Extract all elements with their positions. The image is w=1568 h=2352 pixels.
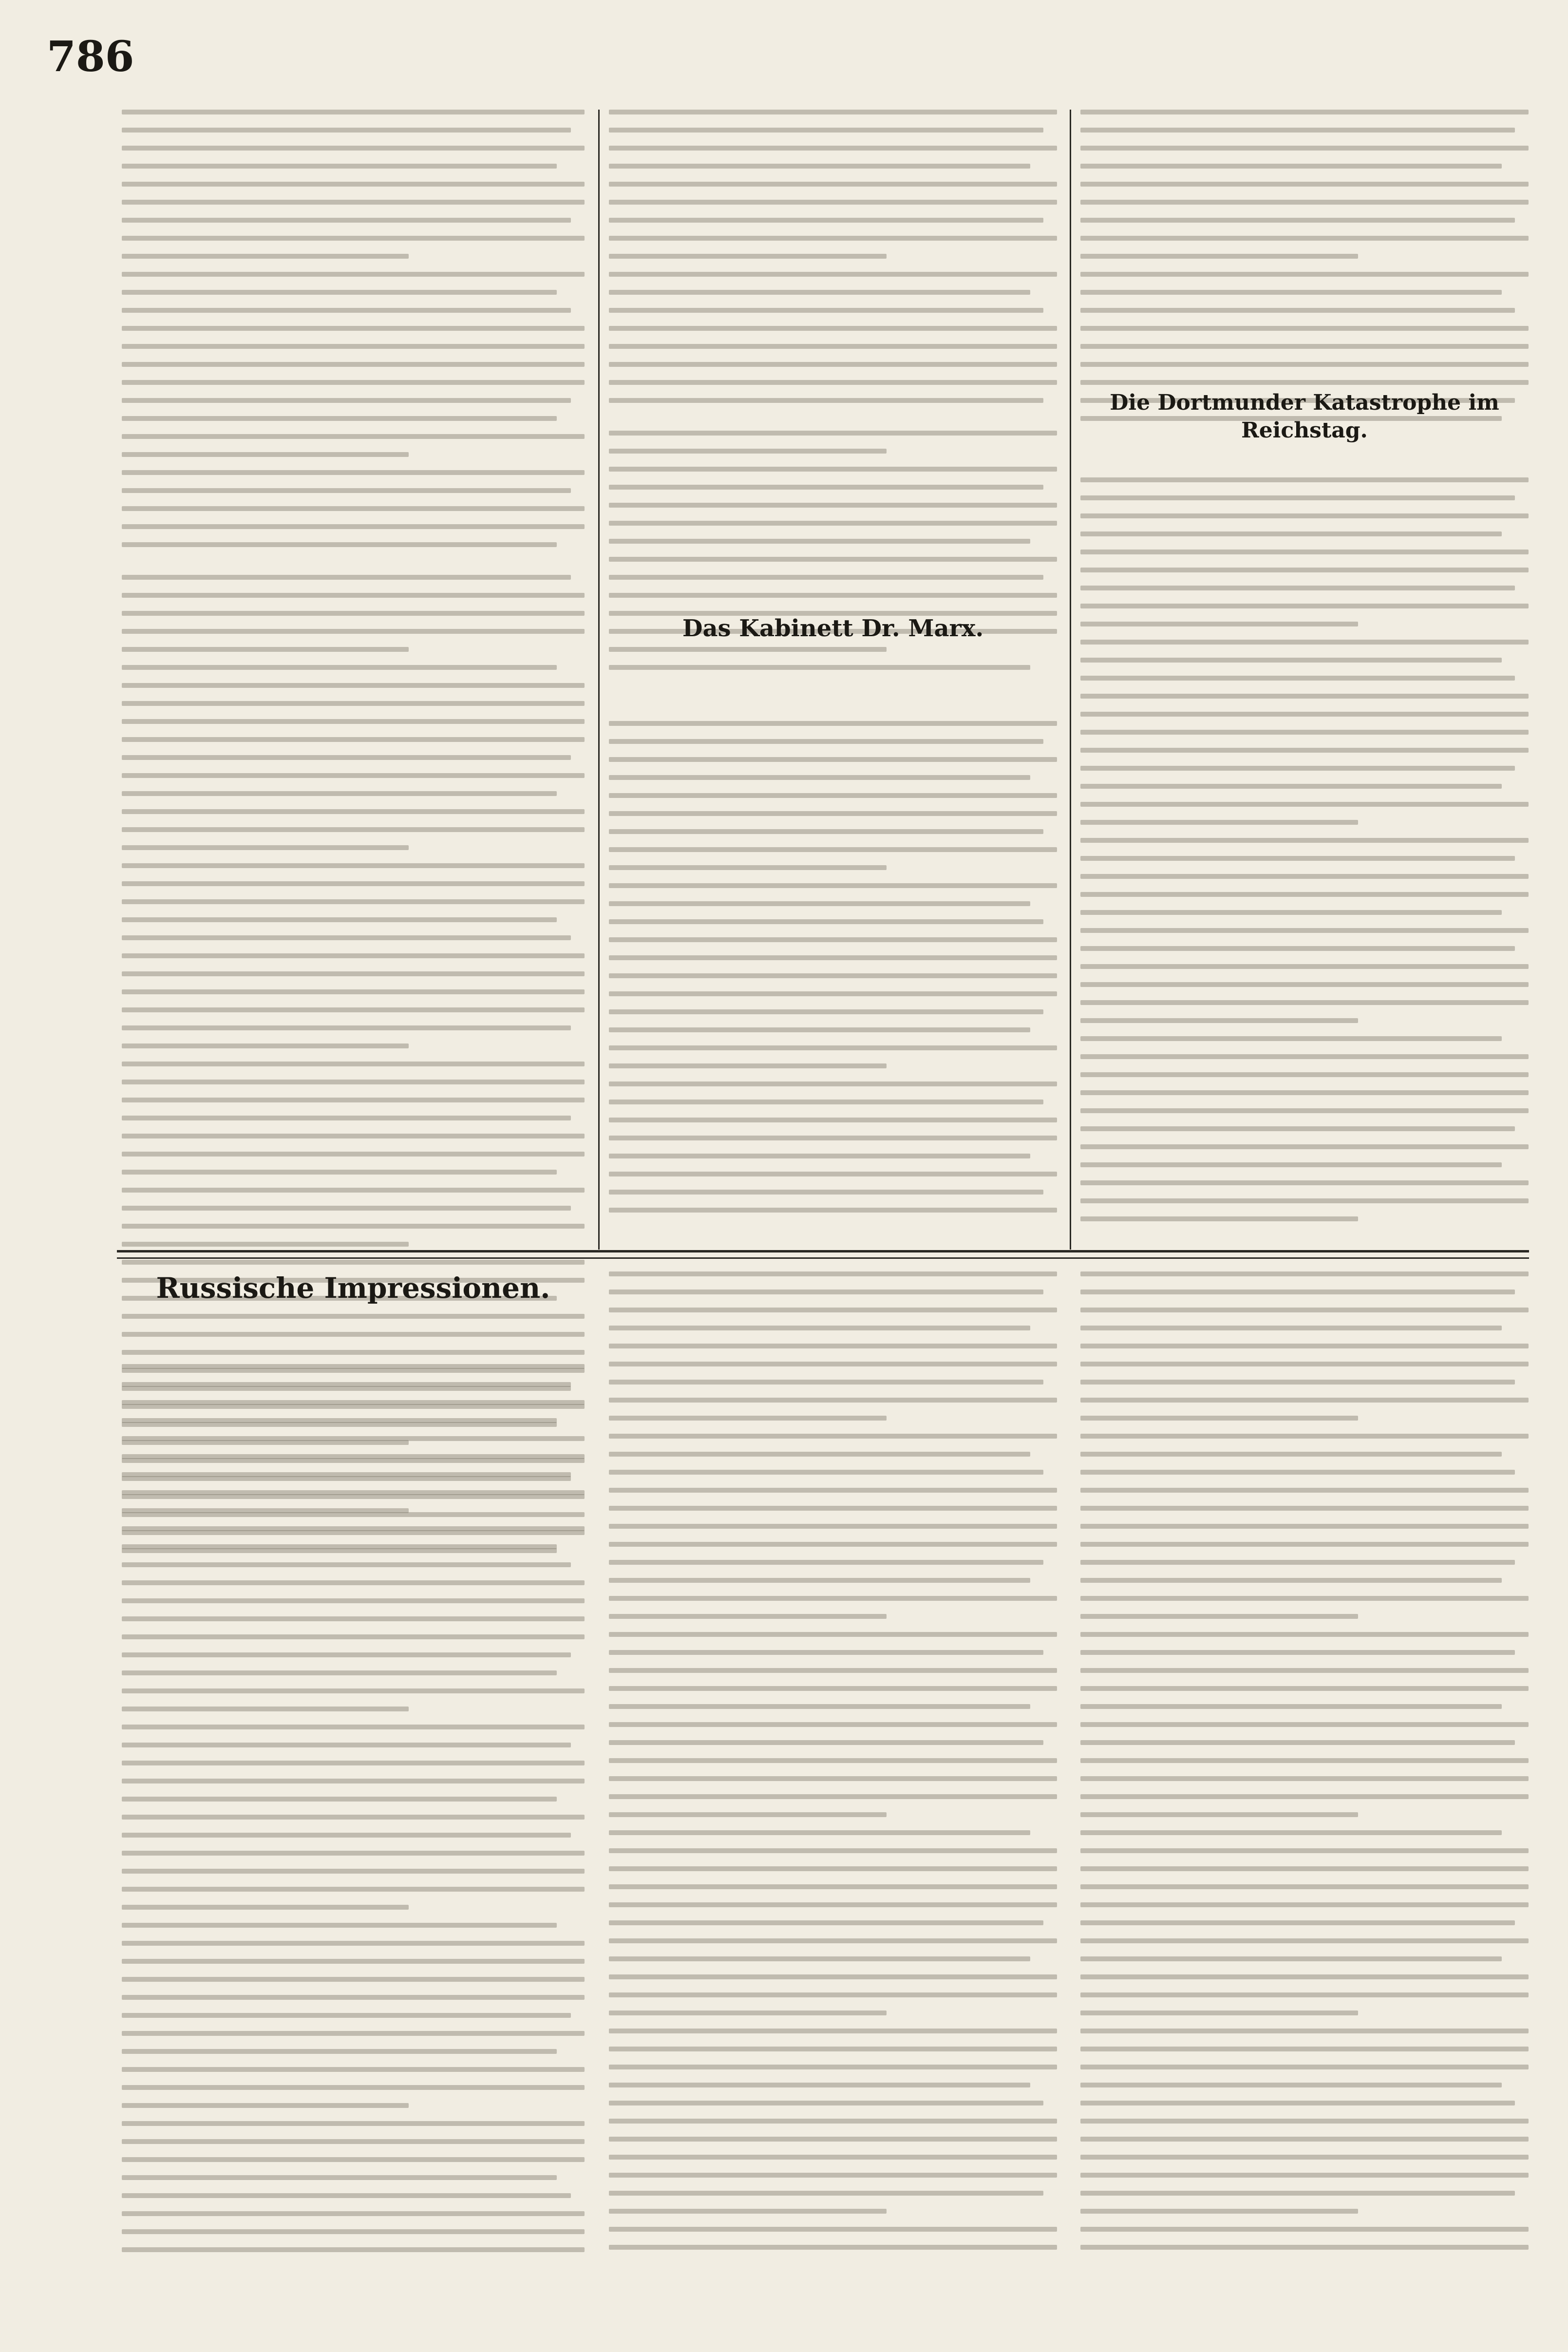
article-headline: Die Dortmunder Katastrophe im Reichstag. bbox=[1110, 390, 1499, 443]
column-divider bbox=[598, 110, 600, 1250]
section-divider bbox=[117, 1250, 1529, 1259]
text-block bbox=[609, 721, 1057, 1226]
text-block bbox=[122, 1364, 585, 2265]
text-block bbox=[609, 1271, 1057, 2263]
page-number: 786 bbox=[47, 32, 134, 81]
text-block bbox=[1080, 477, 1529, 1234]
text-block bbox=[1080, 1271, 1529, 2263]
column-divider bbox=[1070, 110, 1071, 1250]
text-block bbox=[1080, 110, 1529, 434]
article-headline: Das Kabinett Dr. Marx. bbox=[682, 615, 984, 642]
text-block bbox=[122, 110, 585, 1566]
article-headline: Russische Impressionen. bbox=[156, 1271, 550, 1305]
text-block bbox=[609, 110, 1057, 683]
